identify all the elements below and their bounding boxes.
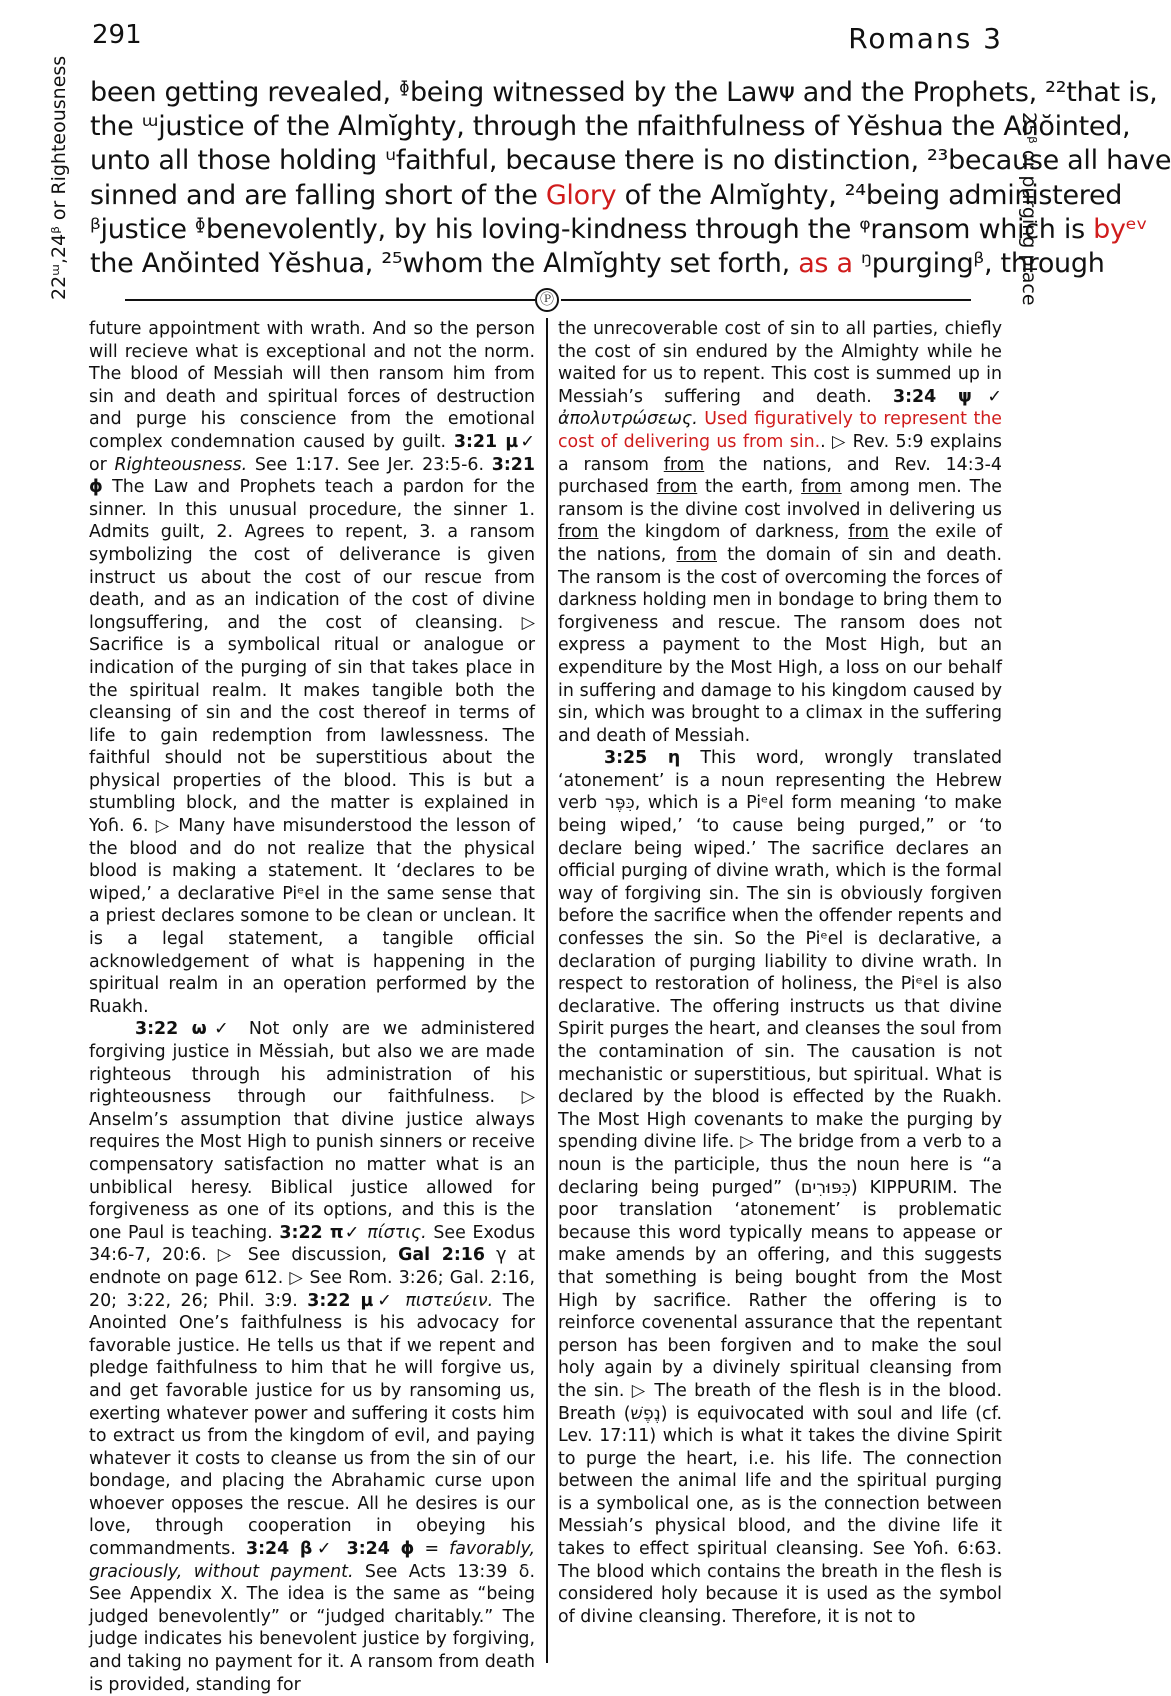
greek-word: πίστις. — [367, 1222, 427, 1243]
text-span: ᵑpurgingᵝ, through — [852, 248, 1105, 280]
verse-ref: Gal 2:16 — [398, 1245, 486, 1266]
greek-word: πιστεύειν. — [405, 1290, 494, 1311]
verse-ref: 3:21 µ✓ — [453, 431, 535, 452]
text-span: This word, wrongly translated ‘atonement’ is a noun representing the Hebrew verb כִּפֶּר, which is a Piᵉel form meaning ‘to make being wiped,’ ‘to cause being purged,” or ‘to declare being wiped.’ The sacrifice declares an official purging of divine wrath, which is the formal way of forgiving sin. The sin is obviously forgiven before the sacrifice when the offender repents and confesses the sin. So the Piᵉel is declarative, a declaration of purging liability to divine wrath. In respect to restoration of holiness, the Piᵉel is also declarative. The offering instructs us that divine Spirit purges the heart, and cleanses the soul from the contamination of sin. The causation is not mechanistic or superstitious, but spiritual. What is declared by the blood is effected by the Ruakh. The Most High covenants to make the purging by spending divine life. ▷ The bridge from a verb to a noun is the participle, thus the noun here is “a declaring being purged” (כִּפּוּרִים) KIPPURIM. The poor translation ‘atonement’ is problematic because this word typically means to appease or make amends by an offering, and this suggests that something is being bought from the Most High by sacrifice. Rather the offering is to reinforce covenental assurance that the repentant person has been forgiven and to make the soul holy again by a divinely spiritual cleansing from the sin. ▷ The breath of the flesh is in the blood. Breath (נֶפֶשׁ) is equivocated with soul and life (cf. Lev. 17:11) which is what it takes the divine Spirit to purge the heart, i.e. his life. The connection between the animal life and the spiritual purging is a symbolical one, as is the connection between Messiah’s physical blood, and the divine life it takes to effect spiritual cleansing. See Yoɦ. 6:63. The blood which contains the breath in the flesh is considered holy because it is used as the symbol of divine cleansing. Therefore, it is not to — [558, 748, 1002, 1627]
red-text: byᵉᵛ — [1093, 213, 1148, 245]
text-span: sinned and are falling short of the — [90, 179, 546, 211]
text-span: of the Almĭghty, ²⁴being administered — [616, 179, 1123, 211]
text-span: See Exodus 34:6-7, 20:6. ▷ See discussion, — [89, 1222, 536, 1266]
divider-ornament-icon: Ⓟ — [535, 288, 559, 312]
text-span: ᵝjustice ᶲbenevolently, by his loving-kindness through the ᵠransom which is — [90, 213, 1094, 245]
main-text-line — [90, 213, 1148, 247]
main-text-line: the ᵚjustice of the Almĭghty, through the ᴨfaithfulness of Yĕshua the Anŏinted, — [90, 111, 1131, 143]
text-span: γ at endnote on page 612. ▷ See Rom. 3:26; Gal. 2:16, 20; 3:22, 26; Phil. 3:9. — [89, 1245, 536, 1311]
column-divider — [546, 318, 548, 1663]
commentary-paragraph — [558, 747, 1002, 1628]
text-span: the unrecoverable cost of sin to all parties, chiefly the cost of sin endured by the Almighty while he waited for us to repent. This cost is summed up in Messiah’s suffering and death. — [558, 319, 1002, 407]
left-margin-note: 22ᵚ,24ᵝ or Righteousness — [48, 55, 70, 300]
commentary-paragraph — [558, 318, 1002, 747]
underlined-word: from — [848, 522, 889, 543]
verse-ref: 3:22 π✓ — [279, 1222, 361, 1243]
red-text: Used figuratively to represent the cost of delivering us from sin. — [558, 409, 1002, 452]
text-span: or — [89, 454, 115, 475]
underlined-word: from — [558, 522, 599, 543]
text-span: the nations, and Rev. 14:3-4 purchased — [558, 454, 1002, 498]
text-span: The Anointed One’s faithfulness is his advocacy for favorable justice. He tells us that if we repent and pledge faithfulness to him that he will forgive us, and get favorable justice for us by ransoming us, exerting whatever power and suffering it costs him to extract us from the kingdom of evil, and paying whatever it costs to cleanse us from the sin of our bondage, and placing the Abrahamic curse upon whoever opposes the rescue. All he desires is our love, through cooperation in obeying his commandments. — [89, 1290, 535, 1560]
verse-ref: 3:22 µ✓ — [307, 1290, 396, 1311]
red-text: as a — [798, 248, 853, 280]
main-text-line — [90, 179, 1123, 213]
main-text-line: unto all those holding ᵘfaithful, because there is no distinction, ²³because all have — [90, 145, 1171, 177]
text-span: See 1:17. See Jer. 23:5-6. — [247, 454, 492, 475]
underlined-word: from — [656, 477, 698, 498]
text-span: the earth, — [697, 477, 802, 498]
text-span: among men. The ransom is the divine cost involved in delivering us — [558, 477, 1003, 520]
underlined-word: from — [663, 454, 705, 475]
text-span: the domain of sin and death. The ransom is the cost of overcoming the forces of darkness holding men in bondage to bring them to forgiveness and rescue. The ransom does not express a payment to the Most High, but an expenditure by the Most High, a loss on our behalf in suffering and damage to his kingdom caused by sin, which was brought to a climax in the suffering and death of Messiah. — [558, 544, 1002, 746]
verse-ref: 3:24 ψ✓ — [892, 386, 1002, 407]
text-span: . ▷ Rev. 5:9 explains a ransom — [558, 431, 1002, 475]
divider-rule-right — [561, 299, 971, 301]
commentary-paragraph — [89, 318, 535, 1018]
greek-word: ἀπολυτρώσεως. — [558, 409, 698, 430]
left-commentary-column — [89, 318, 535, 1696]
text-span: Not only are we administered forgiving justice in Mĕssiah, but also we are made righteous through his administration of his righteousness through our faithfulness. ▷ Anselm’s assumption that divine justice always requires the Most High to punish sinners or receive compensatory satisfaction no matter what is an unbiblical heresy. Biblical justice allowed for forgiveness as one of its options, and this is the one Paul is teaching. — [89, 1019, 535, 1243]
right-commentary-column — [558, 318, 1002, 1628]
divider-rule-left — [125, 299, 535, 301]
text-span: the kingdom of darkness, — [598, 522, 849, 543]
verse-ref: 3:24 β✓ 3:24 ɸ — [245, 1539, 415, 1560]
italic-text: favorably, graciously, without payment. — [89, 1539, 535, 1582]
verse-ref: 3:21 ɸ — [89, 454, 535, 498]
verse-ref: 3:22 ω✓ — [135, 1019, 236, 1040]
text-span — [396, 1291, 406, 1311]
main-text-line: been getting revealed, ᶲbeing witnessed by the Lawᴪ and the Prophets, ²²that is, — [90, 77, 1158, 108]
underlined-word: from — [676, 544, 717, 565]
text-span: See Acts 13:39 δ. See Appendix X. The idea is the same as “being judged benevolently” or “judged charitably.” The judge indicates his benevolent justice by forgiving, and taking no payment for it. A ransom from death is provided, standing for — [89, 1561, 535, 1695]
commentary-paragraph — [89, 1018, 535, 1696]
text-span: the Anŏinted Yĕshua, ²⁵whom the Almĭghty set forth, — [90, 248, 799, 280]
text-span: future appointment with wrath. And so the person will recieve what is exceptional and not the norm. The blood of Messiah will then ransom him from sin and death and spiritual forces of destruction and purge his conscience from the emotional complex condemnation caused by guilt. — [89, 319, 535, 452]
red-text: Glory — [545, 179, 617, 211]
page-number: 291 — [92, 20, 142, 50]
verse-ref: 3:25 η — [604, 748, 681, 769]
running-head: Romans 3 — [848, 22, 1003, 55]
text-span: = — [414, 1539, 450, 1560]
text-span: The Law and Prophets teach a pardon for the sinner. In this unusual procedure, the sinner 1. Admits guilt, 2. Agrees to repent, 3. a ransom symbolizing the cost of deliverance is given instruct us about the cost of our rescue from death, and as an indication of the cost of divine longsuffering, and the cost of cleansing. ▷ Sacrifice is a symbolical ritual or analogue or indication of the purging of sin that takes place in the spiritual realm. It makes tangible both the cleansing of sin and the cost thereof in terms of life to gain redemption from lawlessness. The faithful should not be superstitious about the physical properties of the blood. This is but a stumbling block, and the matter is explained in Yoɦ. 6. ▷ Many have misunderstood the lesson of the blood and do not realize that the physical blood is making a statement. It ‘declares to be wiped,’ a declarative Piᵉel in the same sense that a priest declares somone to be clean or unclean. It is a legal statement, a tangible official acknowledgement of what is happening in the spiritual realm in an operation performed by the Ruakh. — [89, 477, 535, 1017]
italic-text: Righteousness. — [114, 454, 248, 475]
right-margin-note: 25ᵝ or purging place — [1018, 112, 1040, 306]
underlined-word: from — [801, 477, 842, 498]
text-span: the exile of the nations, — [558, 522, 1003, 565]
main-text-line — [90, 247, 1105, 281]
